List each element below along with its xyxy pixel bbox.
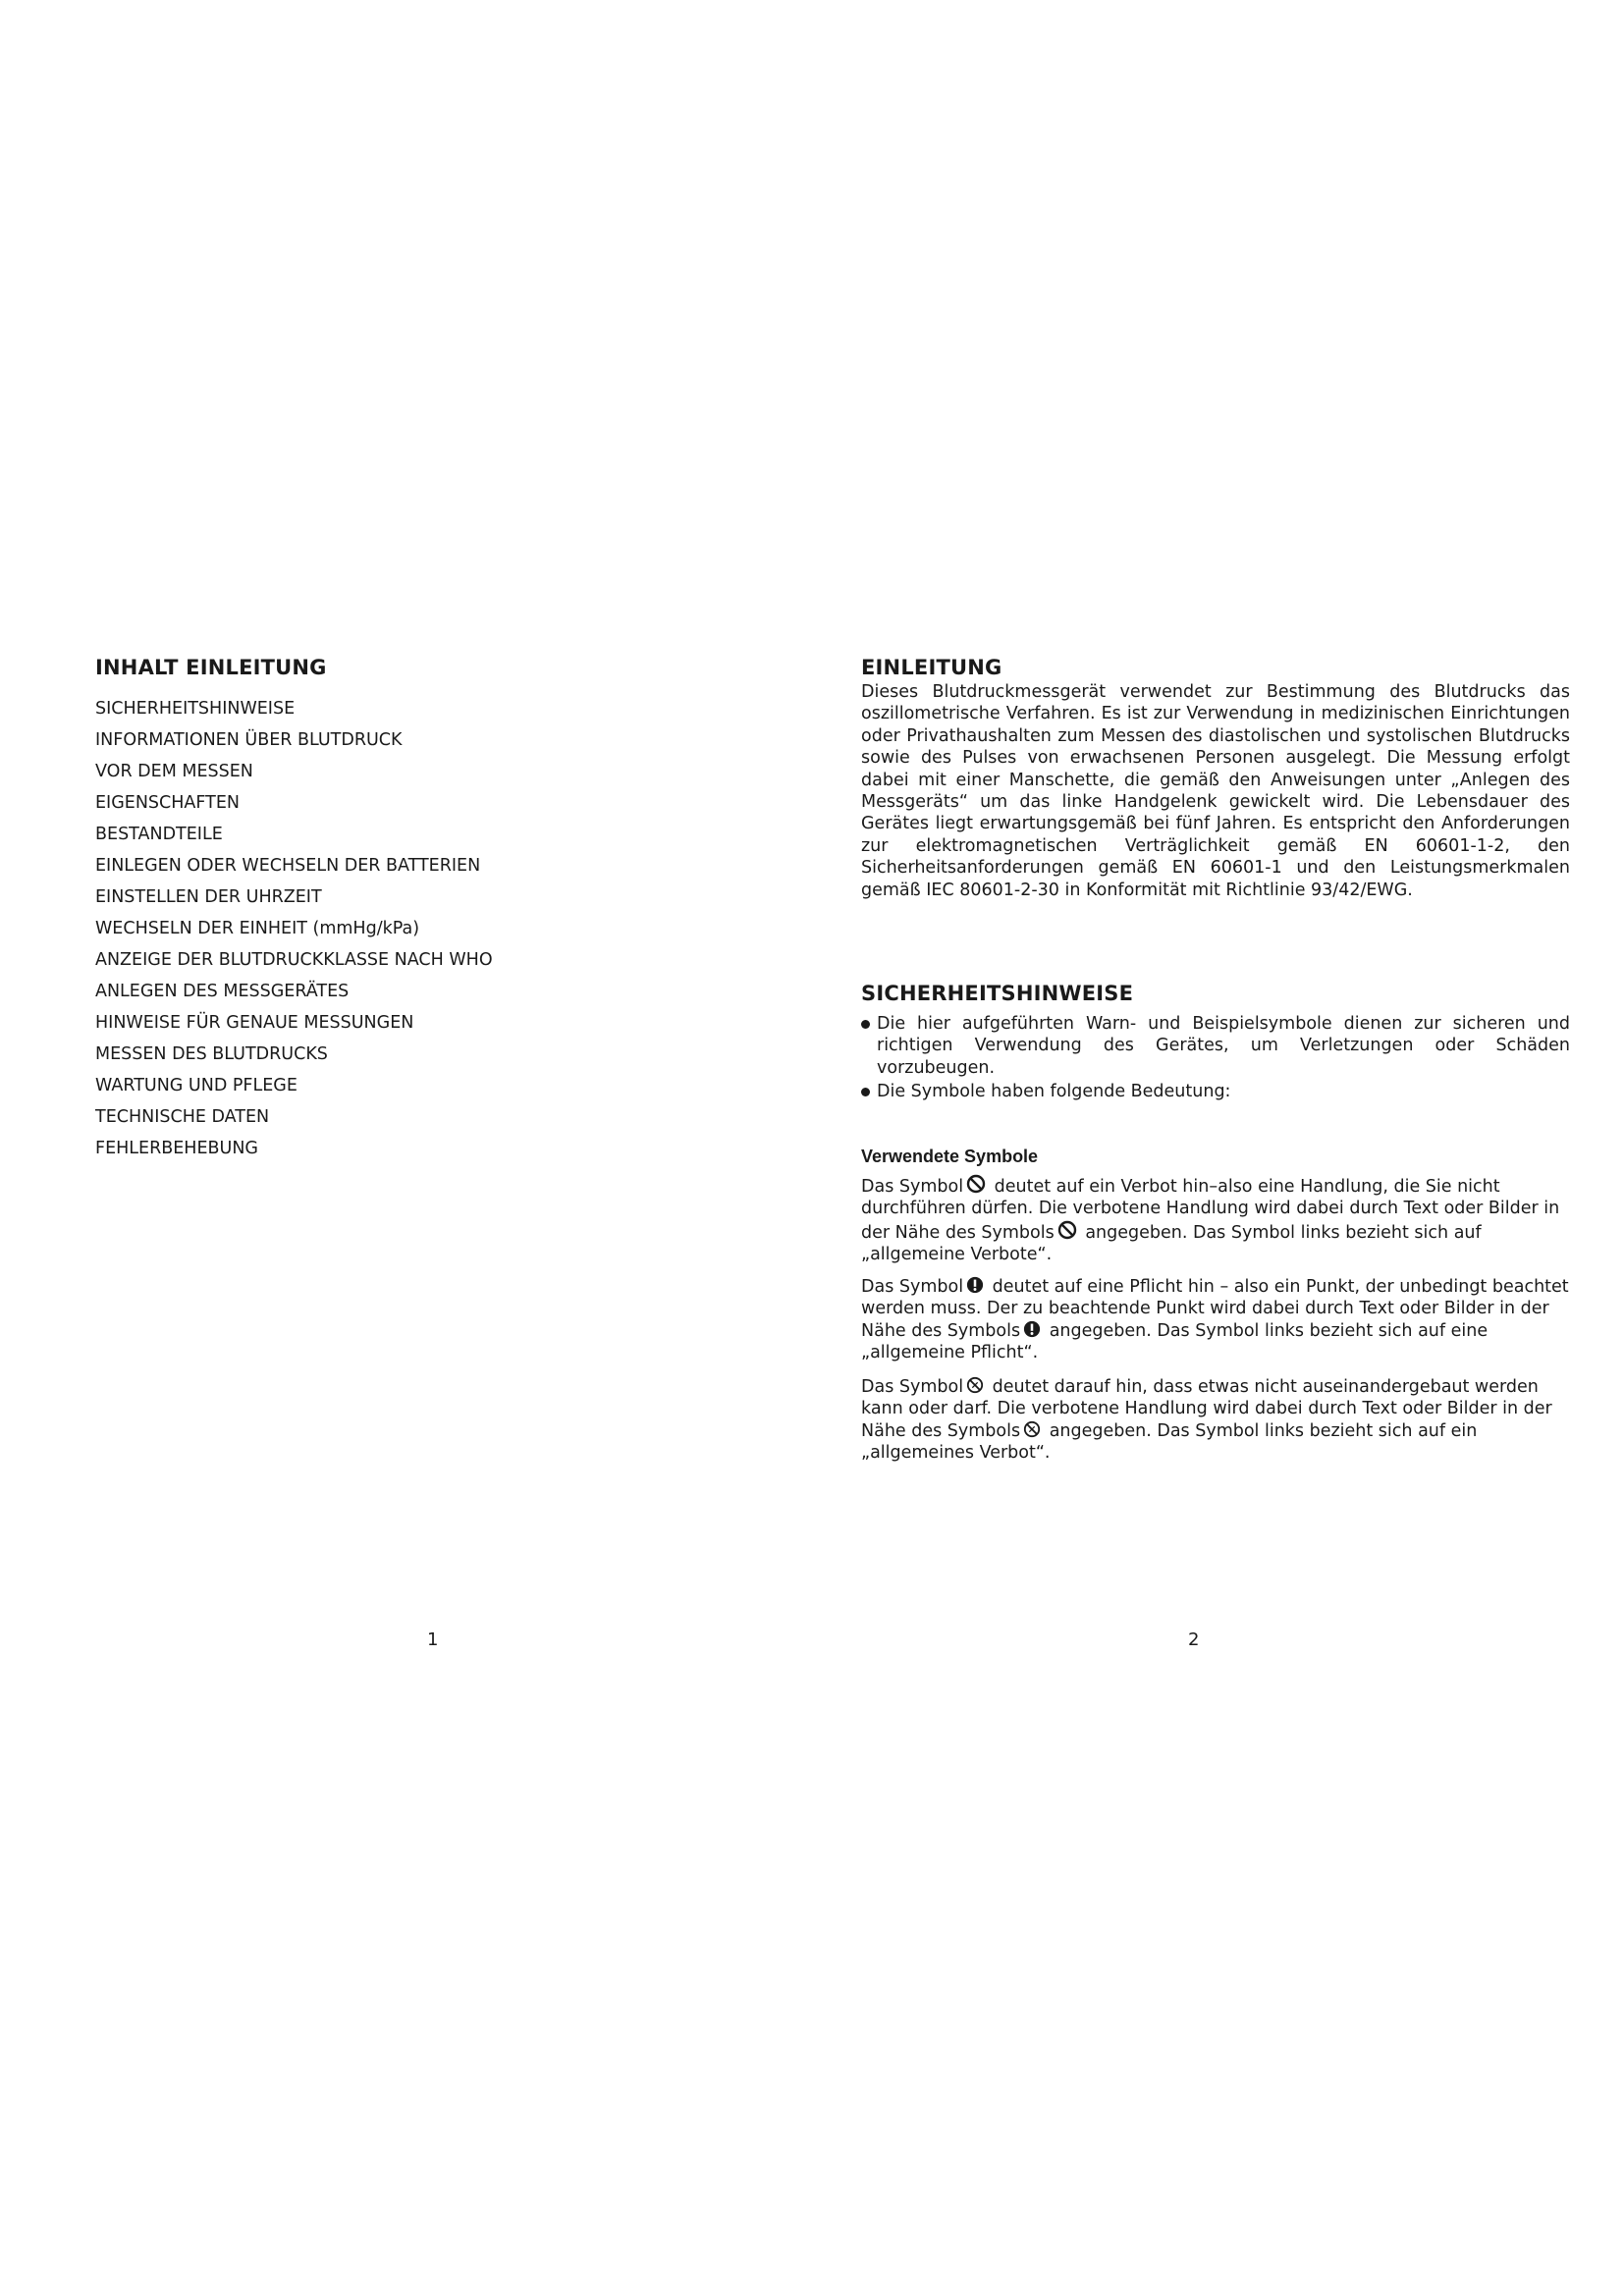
toc-item: FEHLERBEHEBUNG <box>95 1139 258 1158</box>
toc-item: TECHNISCHE DATEN <box>95 1107 270 1127</box>
toc-item: WARTUNG UND PFLEGE <box>95 1076 298 1095</box>
toc-title: INHALT EINLEITUNG <box>95 656 327 679</box>
paragraph-text: Das Symbol <box>861 1177 964 1197</box>
paragraph-text: Das Symbol <box>861 1277 964 1297</box>
toc-item: VOR DEM MESSEN <box>95 762 253 781</box>
no-disassembly-icon <box>966 1376 984 1394</box>
symbols-heading: Verwendete Symbole <box>861 1147 1039 1166</box>
bullet-text: Die hier aufgeführten Warn- und Beispielsymbole dienen zur sicheren und richtigen Verwendung des Gerätes, um Verletzungen oder Schäden vorzubeugen. <box>877 1014 1570 1078</box>
toc-item: HINWEISE FÜR GENAUE MESSUNGEN <box>95 1013 414 1033</box>
list-item <box>861 1081 1570 1102</box>
no-disassembly-icon <box>1023 1420 1041 1438</box>
prohibition-icon <box>966 1174 986 1194</box>
toc-item: EINLEGEN ODER WECHSELN DER BATTERIEN <box>95 856 481 876</box>
no-disassembly-paragraph <box>861 1376 1578 1465</box>
paragraph-text: Das Symbol <box>861 1377 964 1397</box>
toc-item: EIGENSCHAFTEN <box>95 793 240 813</box>
toc-item: SICHERHEITSHINWEISE <box>95 699 296 719</box>
paragraph-text: angegeben. Das Symbol links bezieht sich auf eine „allgemeine Pflicht“. <box>861 1320 1489 1363</box>
safety-bullets <box>861 1013 1570 1105</box>
toc-item: WECHSELN DER EINHEIT (mmHg/kPa) <box>95 919 420 938</box>
paragraph-text: angegeben. Das Symbol links bezieht sich auf „allgemeine Verbote“. <box>861 1222 1482 1265</box>
einleitung-title: EINLEITUNG <box>861 656 1002 679</box>
bullet-text: Die Symbole haben folgende Bedeutung: <box>877 1082 1231 1102</box>
mandatory-paragraph <box>861 1276 1578 1364</box>
toc-item: INFORMATIONEN ÜBER BLUTDRUCK <box>95 730 403 750</box>
toc-item: ANLEGEN DES MESSGERÄTES <box>95 982 350 1001</box>
paragraph-text: deutet darauf hin, dass etwas nicht auseinandergebaut werden kann oder darf. Die verbotene Handlung wird dabei durch Text oder Bilder in der Nähe des Symbols <box>861 1377 1552 1441</box>
einleitung-text: Dieses Blutdruckmessgerät verwendet zur Bestimmung des Blutdrucks das oszillometrische Verfahren. Es ist zur Verwendung in medizinischen Einrichtungen oder Privathaushalten zum Messen des diastolischen und systolischen Blutdrucks sowie des Pulses von erwachsenen Personen ausgelegt. Die Messung erfolgt dabei mit einer Manschette, die gemäß den Anweisungen unter „Anlegen des Messgeräts“ um das linke Handgelenk gewickelt wird. Die Lebensdauer des Gerätes liegt erwartungsgemäß bei fünf Jahren. Es entspricht den Anforderungen zur elektromagnetischen Verträglichkeit gemäß EN 60601-1-2, den Sicherheitsanforderungen gemäß EN 60601-1 und den Leistungsmerkmalen gemäß IEC 80601-2-30 in Konformität mit Richtlinie 93/42/EWG. <box>861 682 1570 900</box>
paragraph-text: angegeben. Das Symbol links bezieht sich auf ein „allgemeines Verbot“. <box>861 1420 1478 1464</box>
table-of-contents <box>95 693 493 1164</box>
page-number: 1 <box>427 1629 439 1650</box>
toc-item: MESSEN DES BLUTDRUCKS <box>95 1044 328 1064</box>
prohibition-icon <box>1057 1220 1077 1240</box>
right-page <box>812 0 1624 2296</box>
prohibition-paragraph <box>861 1174 1578 1266</box>
toc-item: ANZEIGE DER BLUTDRUCKKLASSE NACH WHO <box>95 950 493 970</box>
toc-item: BESTANDTEILE <box>95 825 223 844</box>
bullet-icon <box>861 1088 870 1096</box>
sicherheitshinweise-title: SICHERHEITSHINWEISE <box>861 982 1134 1005</box>
paragraph-text: deutet auf ein Verbot hin–also eine Handlung, die Sie nicht durchführen dürfen. Die verbotene Handlung wird dabei durch Text oder Bilder in der Nähe des Symbols <box>861 1177 1560 1243</box>
paragraph-text: deutet auf eine Pflicht hin – also ein Punkt, der unbedingt beachtet werden muss. Der zu beachtende Punkt wird dabei durch Text oder Bilder in der Nähe des Symbols <box>861 1277 1569 1341</box>
bullet-icon <box>861 1020 870 1029</box>
toc-item: EINSTELLEN DER UHRZEIT <box>95 887 322 907</box>
mandatory-icon <box>1023 1320 1041 1338</box>
list-item <box>861 1013 1570 1079</box>
mandatory-icon <box>966 1276 984 1294</box>
page-number: 2 <box>1188 1629 1200 1650</box>
